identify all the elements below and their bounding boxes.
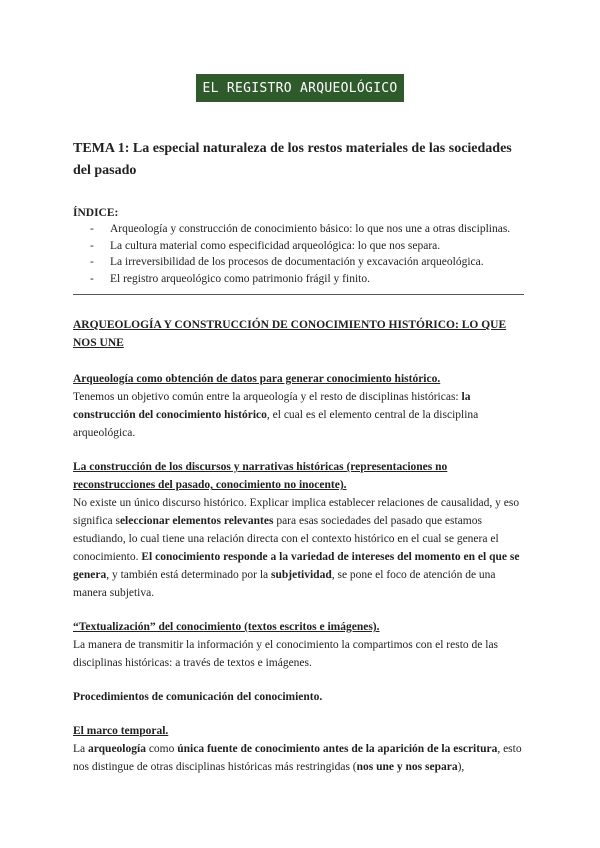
index-item: [73, 254, 528, 271]
bold-text: El conocimiento responde a la variedad de intereses del momento en el que se genera: [73, 551, 520, 581]
index-item: [73, 221, 528, 238]
index-item-text: Arqueología y construcción de conocimiento básico: lo que nos une a otras disciplinas.: [110, 223, 511, 235]
text-run: No existe un único discurso histórico. Explicar implica establecer relaciones de causalidad, y eso significa s: [73, 497, 520, 527]
paragraph: [73, 388, 528, 442]
dash-bullet: -: [90, 272, 94, 285]
document-content: [73, 138, 528, 776]
text-run: Tenemos un objetivo común entre la arqueología y el resto de disciplinas históricas:: [73, 391, 462, 403]
subsection-heading: Arqueología como obtención de datos para generar conocimiento histórico.: [73, 373, 441, 385]
banner-container: [0, 74, 600, 102]
subsection-heading: La construcción de los discursos y narrativas históricas (representaciones no reconstrucciones del pasado, conocimiento no inocente).: [73, 461, 448, 491]
document-banner-title: EL REGISTRO ARQUEOLÓGICO: [196, 74, 403, 102]
text-run: como: [145, 743, 178, 755]
dash-bullet: -: [90, 239, 94, 252]
bold-text: arqueología: [88, 743, 146, 755]
section-heading: ARQUEOLOGÍA Y CONSTRUCCIÓN DE CONOCIMIENTO HISTÓRICO: LO QUE NOS UNE: [73, 319, 507, 349]
index-item-text: La cultura material como especificidad arqueológica: lo que nos separa.: [110, 239, 441, 252]
subsection-heading: “Textualización” del conocimiento (textos escritos e imágenes).: [73, 621, 380, 633]
bold-text: subjetividad: [271, 569, 332, 581]
subsection-heading: Procedimientos de comunicación del conocimiento.: [73, 691, 323, 703]
index-title: ÍNDICE:: [73, 207, 119, 219]
text-run: , esto nos distingue de otras disciplinas históricas más restringidas (: [73, 743, 522, 773]
bold-text: nos une y nos separa: [356, 761, 458, 773]
index-list: [73, 221, 528, 287]
paragraph: La manera de transmitir la información y el conocimiento la compartimos con el resto de las disciplinas históricas: a través de textos e imágenes.: [73, 639, 499, 669]
text-run: ),: [457, 761, 465, 773]
index-item-text: La irreversibilidad de los procesos de documentación y excavación arqueológica.: [110, 256, 484, 268]
bold-text: la construcción del conocimiento histórico: [73, 391, 471, 421]
bold-text: eleccionar elementos relevantes: [119, 515, 274, 527]
dash-bullet: -: [90, 223, 94, 235]
dash-bullet: -: [90, 256, 94, 268]
index-item-text: El registro arqueológico como patrimonio frágil y finito.: [110, 272, 370, 285]
text-run: La: [73, 743, 89, 755]
index-item: [73, 271, 528, 288]
bold-text: única fuente de conocimiento antes de la aparición de la escritura: [177, 743, 498, 755]
text-run: para esas sociedades del pasado que estamos estudiando, lo cual tiene una relación directa con el contexto histórico en el cual se genera el conocimiento.: [73, 515, 499, 563]
text-run: , se pone el foco de atención de una manera subjetiva.: [73, 569, 496, 599]
text-run: , y también está determinado por la: [106, 569, 271, 581]
horizontal-rule: [73, 294, 524, 295]
paragraph: [73, 494, 528, 602]
topic-heading: TEMA 1: La especial naturaleza de los restos materiales de las sociedades del pasado: [73, 141, 512, 178]
index-item: [73, 238, 528, 255]
text-run: , el cual es el elemento central de la disciplina arqueológica.: [73, 409, 479, 439]
paragraph: [73, 740, 528, 776]
subsection-heading: El marco temporal.: [73, 725, 169, 737]
